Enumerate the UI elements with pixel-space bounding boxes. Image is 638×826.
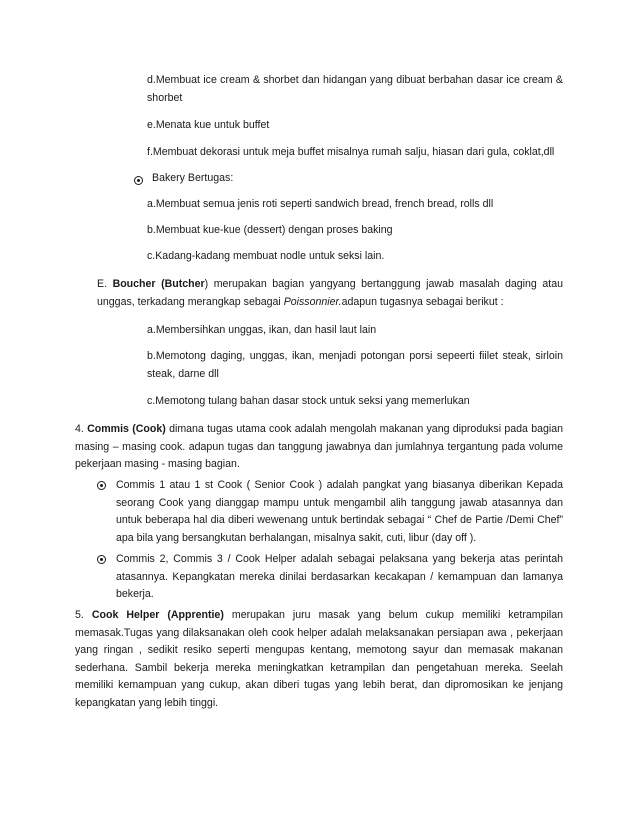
boucher-prefix: E.: [97, 278, 113, 290]
bakery-item-b: b.Membuat kue-kue (dessert) dengan proses baking: [147, 224, 393, 236]
boucher-italic: Poissonnier.: [283, 295, 342, 308]
boucher-item-b: b.Memotong daging, unggas, ikan, menjadi potongan porsi sepeerti fiilet steak, sirloin steak, darne dll: [147, 350, 563, 380]
bullet-icon: [134, 172, 144, 186]
bullet-icon: [97, 481, 106, 490]
bakery-heading: Bakery Bertugas:: [152, 172, 234, 184]
helper-title: Cook Helper (Apprentie): [91, 609, 224, 621]
commis-item-2: [97, 551, 563, 604]
boucher-text-1: ) merupakan bagian yangyang bertanggung jawab masalah daging atau unggas, terkadang merangkap sebagai: [97, 278, 563, 308]
boucher-paragraph: [97, 276, 563, 311]
bakery-item-c: c.Kadang-kadang membuat nodle untuk seksi lain.: [147, 250, 385, 262]
commis-paragraph: [75, 421, 563, 474]
boucher-item-c: c.Memotong tulang bahan dasar stock untuk seksi yang memerlukan: [147, 395, 470, 407]
bakery-item-a: a.Membuat semua jenis roti seperti sandwich bread, french bread, rolls dll: [147, 198, 494, 210]
bullet-icon: [97, 555, 106, 564]
boucher-item-a: a.Membersihkan unggas, ikan, dan hasil laut lain: [147, 324, 377, 336]
pastry-item-f: f.Membuat dekorasi untuk meja buffet misalnya rumah salju, hiasan dari gula, coklat,dll: [147, 146, 555, 158]
helper-paragraph: [75, 607, 563, 713]
commis-text: dimana tugas utama cook adalah mengolah makanan yang diproduksi pada bagian masing – masing cook. adapun tugas dan tanggung jawabnya dan jumlahnya tergantung pada volume pekerjaan masing - masing bagian.: [75, 423, 564, 471]
commis-title: Commis (Cook): [87, 423, 166, 435]
pastry-item-d: d.Membuat ice cream & shorbet dan hidangan yang dibuat berbahan dasar ice cream & shorbet: [147, 74, 563, 104]
commis-number: 4.: [75, 423, 88, 435]
commis-item-2-text: Commis 2, Commis 3 / Cook Helper adalah sebagai pelaksana yang bekerja atas perintah atasannya. Kepangkatan mereka dinilai berdasarkan kecakapan / kemampuan dan lamanya bekerja.: [116, 553, 563, 601]
commis-item-1: [97, 477, 563, 547]
helper-text: merupakan juru masak yang belum cukup memiliki ketrampilan memasak.Tugas yang dilaksanakan oleh cook helper adalah melaksanakan persiapan awa , pekerjaan yang ringan , sedikit resiko seperti mengupas kentang, memotong sayur dan memasak makanan sederhana. Sambil bekerja mereka meningkatkan ketrampilan dan pengetahuan mereka. Seelah memiliki kemampuan yang cukup, akan diberi tugas yang lebih berat, dan dipromosikan ke jenjang kepangkatan yang lebih tinggi.: [75, 609, 563, 709]
commis-item-1-text: Commis 1 atau 1 st Cook ( Senior Cook ) adalah pangkat yang biasanya diberikan Kepada seorang Cook yang dianggap mampu untuk mengambil alih tanggung jawab atasannya dan untuk beberapa hal dia diberi wewenang untuk bertindak sebagai “ Chef de Partie /Demi Chef” apa bila yang bersangkutan berhalangan, misalnya sakit, cuti, libur (day off ).: [116, 479, 563, 544]
pastry-item-e: e.Menata kue untuk buffet: [147, 119, 270, 131]
helper-number: 5.: [75, 609, 92, 621]
boucher-title: Boucher (Butcher: [112, 278, 205, 290]
boucher-text-2: adapun tugasnya sebagai berikut :: [341, 295, 504, 308]
